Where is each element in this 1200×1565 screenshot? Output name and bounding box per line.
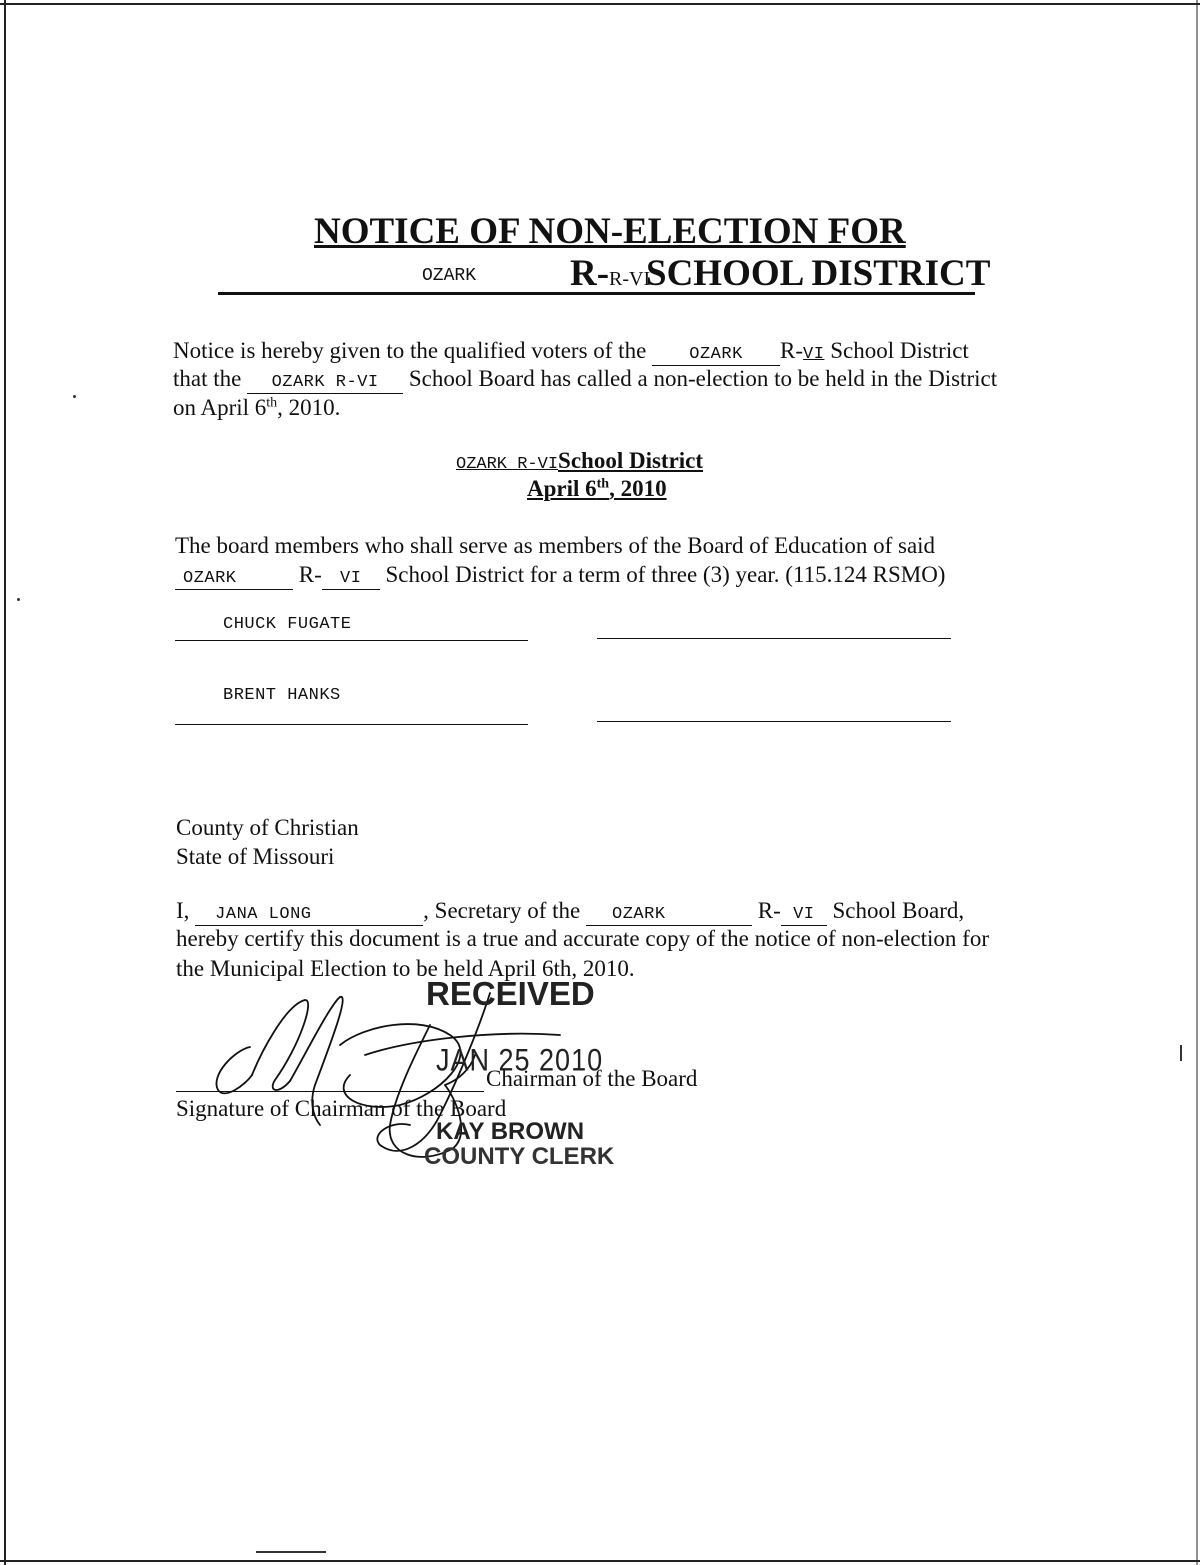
board-line-1: The board members who shall serve as members of the Board of Education of said <box>175 533 936 558</box>
title-underline <box>218 292 975 295</box>
scan-speck-3 <box>1180 1045 1182 1061</box>
venue-county: County of Christian <box>176 815 359 840</box>
heading-district: OZARK R-VI <box>456 455 559 474</box>
notice-district-2: OZARK R-VI <box>247 373 403 394</box>
certify-line-1: I, JANA LONG , Secretary of the OZARK R- VI School Board, <box>176 898 965 924</box>
title-rvi: R-R-VI <box>570 253 651 294</box>
title-line-2 <box>218 250 991 294</box>
certify-secretary: JANA LONG <box>195 905 423 926</box>
member-line-1-left <box>175 640 528 641</box>
scan-edge-right <box>1196 0 1198 1565</box>
board-rvi: VI <box>322 569 380 590</box>
venue-state: State of Missouri <box>176 844 335 869</box>
certify-rvi: VI <box>781 905 827 926</box>
center-heading <box>456 448 703 474</box>
scan-speck-4 <box>256 1551 326 1553</box>
scan-edge-top <box>0 3 1200 5</box>
member-line-2-right <box>597 721 951 722</box>
chairman-label: Chairman of the Board <box>486 1066 698 1091</box>
heading-date: April 6th, 2010 <box>527 476 667 501</box>
certify-line-3: the Municipal Election to be held April 6th, 2010. <box>176 956 635 981</box>
member-line-1-right <box>597 638 951 639</box>
stamp-received: RECEIVED <box>426 975 595 1012</box>
notice-district-1: OZARK <box>652 345 780 366</box>
board-line-2: OZARK R- VI School District for a term of three (3) year. (115.124 RSMO) <box>175 561 945 590</box>
stamp-office: COUNTY CLERK <box>424 1143 615 1170</box>
scan-speck-2 <box>17 598 20 601</box>
notice-line-3: on April 6th, 2010. <box>173 395 341 420</box>
notice-rvi-1: VI <box>803 345 825 364</box>
notice-line-2: that the OZARK R-VI School Board has called a non-election to be held in the District <box>173 366 998 392</box>
stamp-name: KAY BROWN <box>436 1118 585 1145</box>
title-district-name: OZARK <box>422 266 477 286</box>
heading-school-district: School District <box>558 448 704 473</box>
title-line-1: NOTICE OF NON-ELECTION FOR <box>314 211 906 252</box>
certify-district: OZARK <box>586 905 752 926</box>
board-district: OZARK <box>175 569 293 590</box>
notice-line-1: Notice is hereby given to the qualified voters of the OZARK R-VI School District <box>173 338 969 364</box>
member-name-1: CHUCK FUGATE <box>223 615 352 634</box>
signature-label: Signature of Chairman of the Board <box>176 1096 507 1121</box>
scan-speck-1 <box>73 395 76 398</box>
member-line-2-left <box>175 724 528 725</box>
certify-line-2: hereby certify this document is a true and accurate copy of the notice of non-election for <box>176 926 989 951</box>
title-school-district: SCHOOL DISTRICT <box>646 253 991 294</box>
member-name-2: BRENT HANKS <box>223 686 341 705</box>
document-title <box>314 210 906 253</box>
scan-edge-bottom <box>0 1560 1200 1562</box>
scan-edge-left <box>4 0 6 1565</box>
stamp-date: JAN 25 2010 <box>436 1043 604 1078</box>
